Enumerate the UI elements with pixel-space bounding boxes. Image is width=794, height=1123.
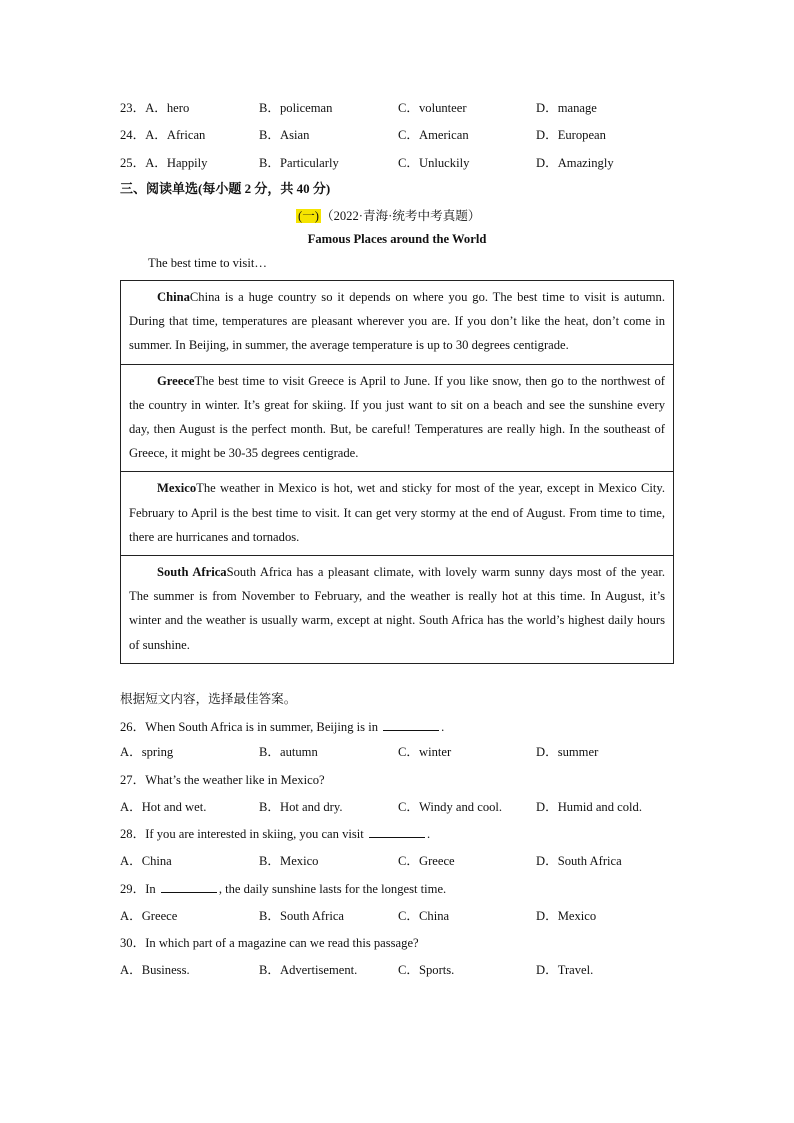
question-30-options [120,959,680,979]
place-text: The weather in Mexico is hot, wet and sticky for most of the year, except in Mexico City. February to April is the best time to visit. It can get very stormy at the end of August. From time to time, there are hurricanes and tornados. [129,481,665,544]
place-china [121,281,673,365]
passage-intro: The best time to visit… [148,256,267,270]
question-29-options [120,905,680,925]
place-text: The best time to visit Greece is April to June. If you like snow, then go to the northwest of the country in winter. It’s great for skiing. If you just want to sit on a beach and see the sunshine every day, then August is the perfect month. But, be careful! Temperatures are really high. In the southeast of Greece, it might be 30-35 degrees centigrade. [129,373,665,461]
passage-source [296,205,481,224]
option-d: D．European [536,128,606,142]
option-d[interactable]: D．summer [536,745,599,759]
question-24-options [120,124,680,144]
option-d: D．Amazingly [536,156,614,170]
place-name: Mexico [157,481,197,496]
answer-blank[interactable] [369,827,425,838]
option-a: 23．A．hero [120,101,190,115]
option-d: D．manage [536,101,597,115]
option-c: C．volunteer [398,101,467,115]
option-b: B．policeman [259,101,333,115]
option-c[interactable]: C．China [398,909,450,923]
option-d[interactable]: D．Mexico [536,909,597,923]
place-greece [121,365,673,473]
place-name: Greece [157,373,195,388]
place-name: China [157,290,190,304]
place-mexico [121,472,673,556]
question-28-stem: 28．If you are interested in skiing, you can visit . [120,827,431,841]
option-b[interactable]: B．Hot and dry. [259,800,343,814]
option-a[interactable]: A．Business. [120,963,190,977]
question-27-stem: 27．What’s the weather like in Mexico? [120,773,325,787]
instruction: 根据短文内容，选择最佳答案。 [120,692,297,706]
question-28-options [120,850,680,870]
place-text: China is a huge country so it depends on where you go. The best time to visit is autumn. During that time, temperatures are pleasant wherever you are. If you don’t like the heat, don’t come in summer. In Beijing, in summer, the average temperature is up to 30 degrees centigrade. [129,290,665,353]
option-b[interactable]: B．Advertisement. [259,963,358,977]
question-30-stem: 30．In which part of a magazine can we read this passage? [120,936,419,950]
passage-source-text: （2022·青海·统考中考真题） [320,209,481,223]
option-a[interactable]: A．spring [120,745,174,759]
place-name: South Africa [157,565,227,580]
place-text: South Africa has a pleasant climate, with lovely warm sunny days most of the year. The summer is from November to February, and the weather is really hot at this time. In August, it’s winter and the weather is usually warm, except at night. South Africa has the world’s highest daily hours of sunshine. [129,565,665,652]
option-b[interactable]: B．South Africa [259,909,345,923]
option-c[interactable]: C．Sports. [398,963,455,977]
option-a[interactable]: A．China [120,854,172,868]
option-d[interactable]: D．Travel. [536,963,594,977]
option-b: B．Particularly [259,156,339,170]
places-table [120,280,674,664]
option-a: 25．A．Happily [120,156,208,170]
option-c[interactable]: C．Greece [398,854,455,868]
option-b[interactable]: B．autumn [259,745,318,759]
option-b[interactable]: B．Mexico [259,854,319,868]
question-27-options [120,796,680,816]
option-c: C．American [398,128,469,142]
answer-blank[interactable] [161,882,217,893]
question-26-options [120,741,680,761]
passage-number-highlight: (一) [298,209,319,223]
option-c: C．Unluckily [398,156,470,170]
option-c[interactable]: C．Windy and cool. [398,800,503,814]
option-d[interactable]: D．Humid and cold. [536,800,642,814]
option-a[interactable]: A．Greece [120,909,178,923]
place-south-africa [121,556,673,663]
option-a[interactable]: A．Hot and wet. [120,800,207,814]
option-b: B．Asian [259,128,310,142]
section-heading: 三、阅读单选(每小题 2 分，共 40 分) [120,181,331,196]
question-25-options [120,152,680,172]
option-a: 24．A．African [120,128,206,142]
answer-blank[interactable] [383,720,439,731]
question-26-stem: 26．When South Africa is in summer, Beijing is in . [120,720,445,734]
passage-title: Famous Places around the World [307,232,487,246]
question-29-stem: 29．In , the daily sunshine lasts for the longest time. [120,882,447,896]
question-23-options [120,97,680,117]
option-d[interactable]: D．South Africa [536,854,622,868]
option-c[interactable]: C．winter [398,745,452,759]
